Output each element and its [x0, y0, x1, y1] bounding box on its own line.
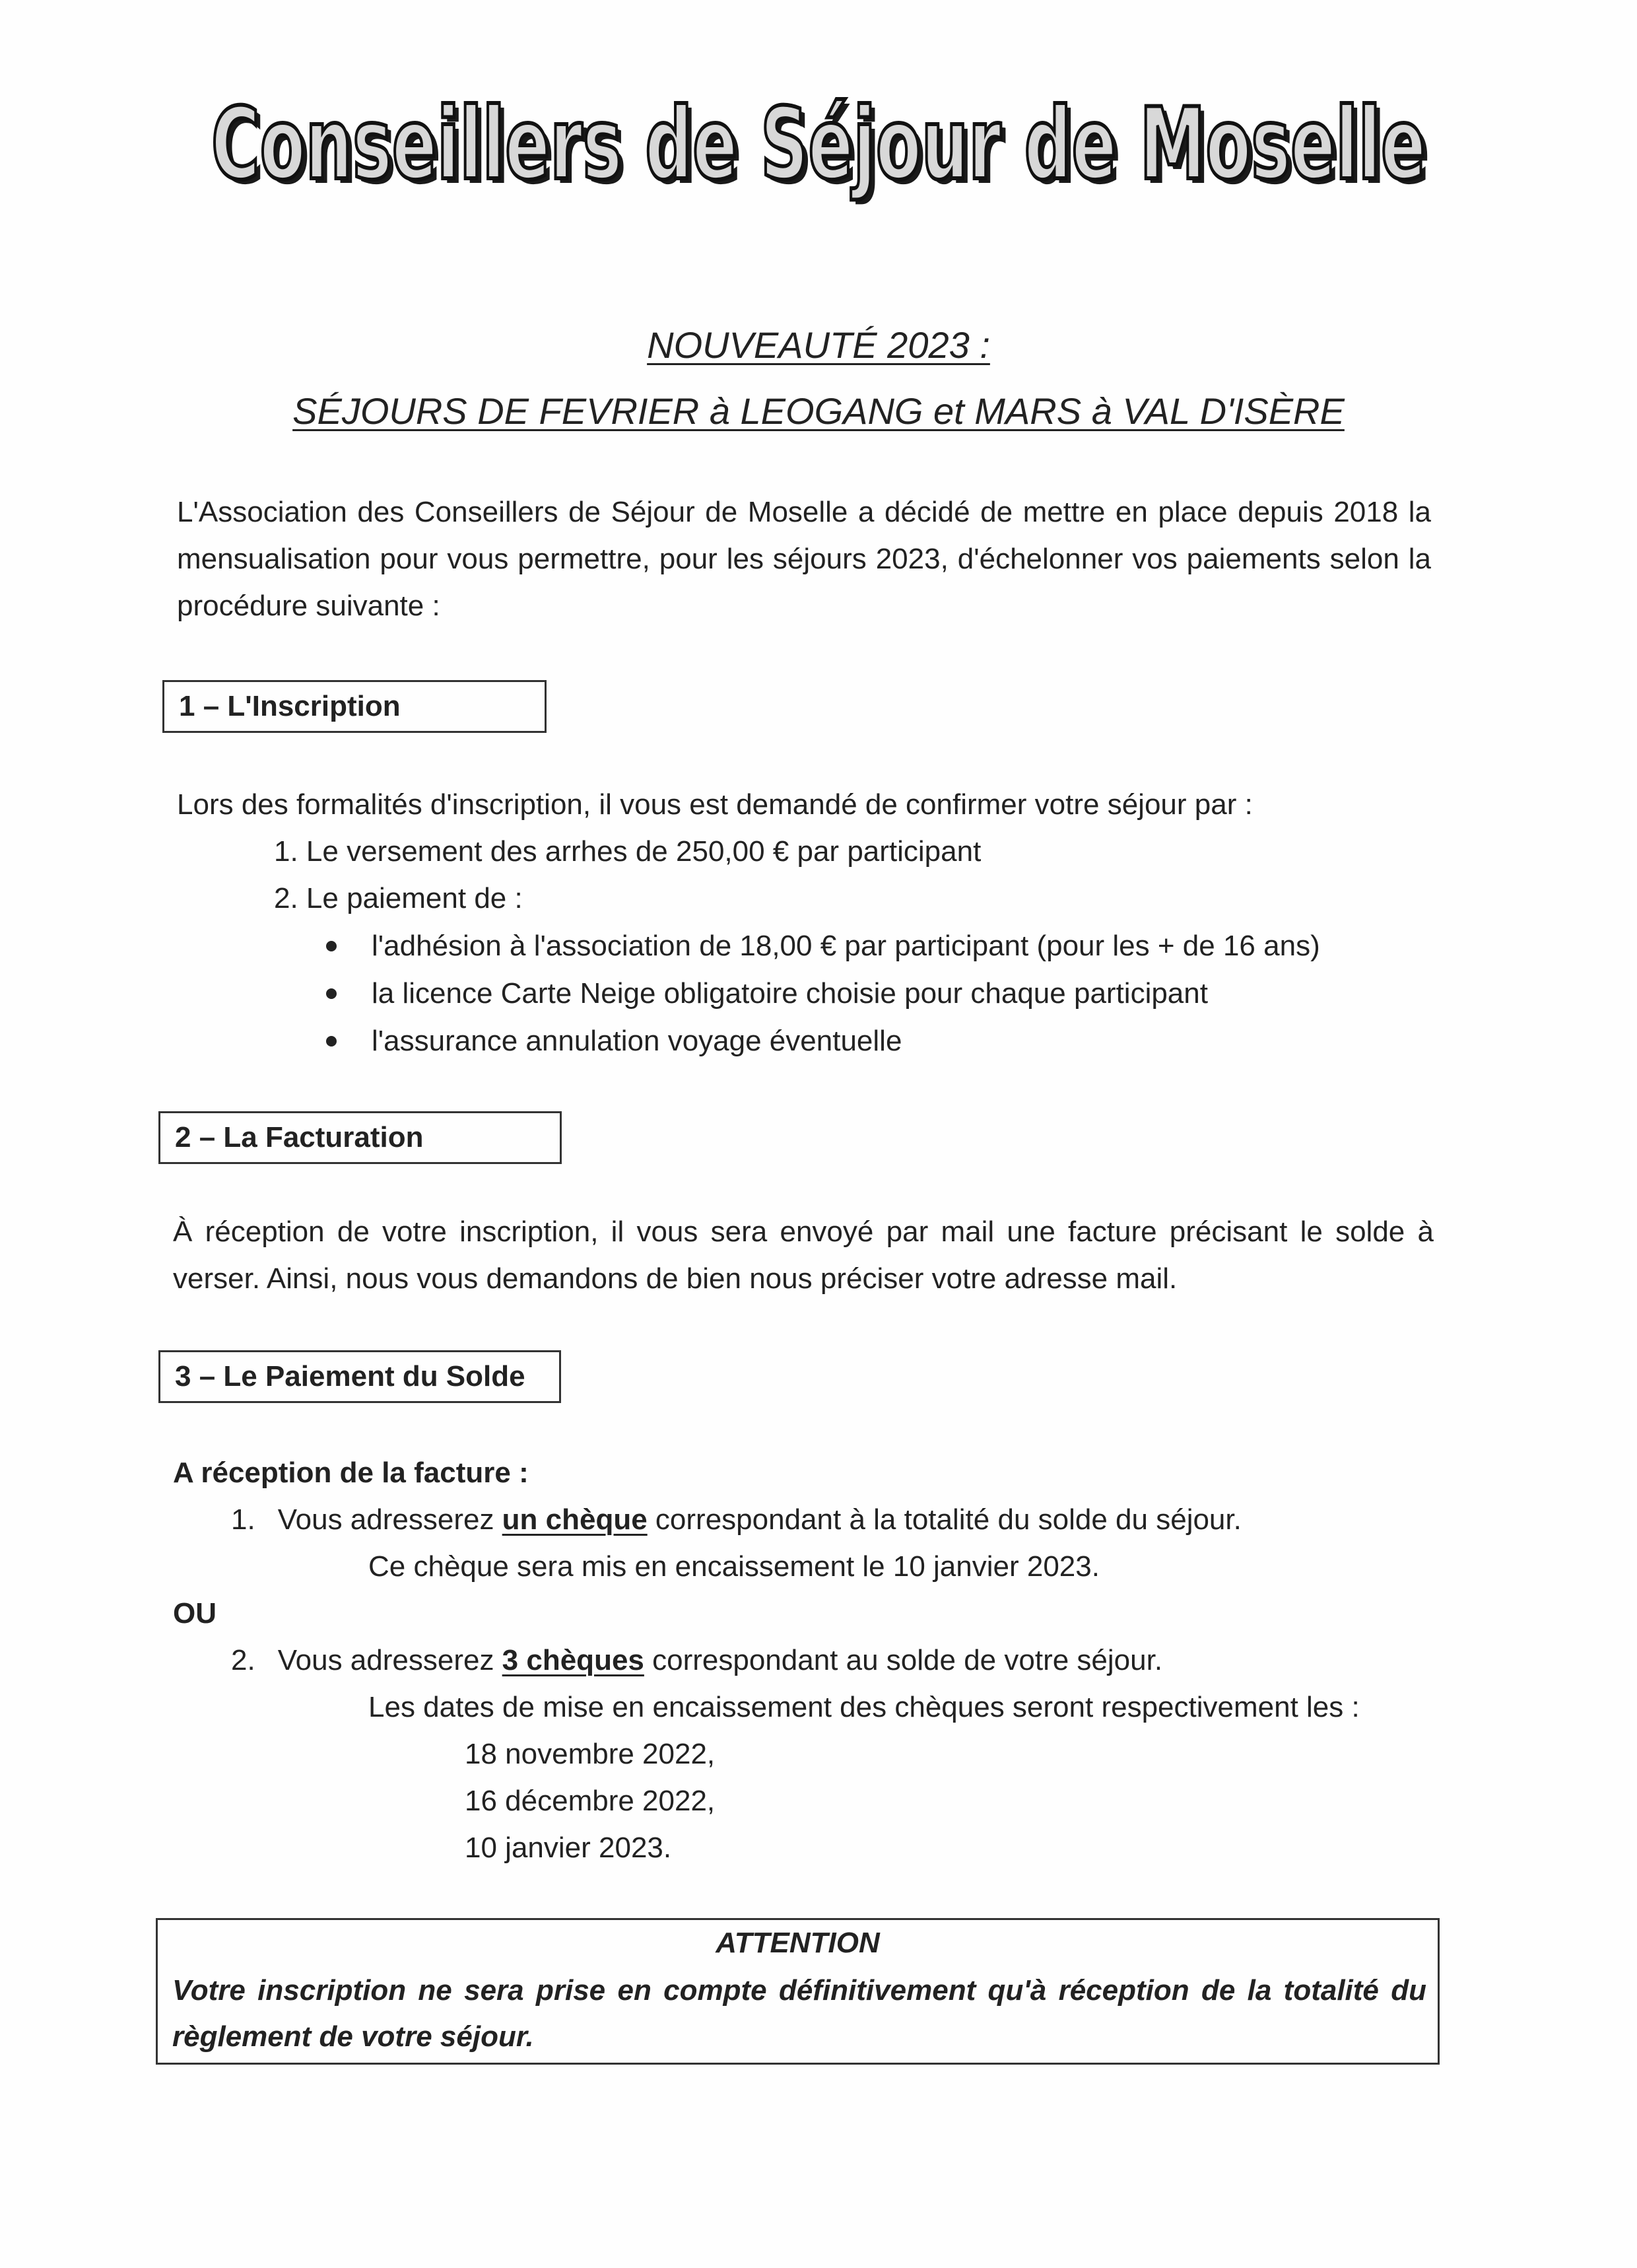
option-1-line — [231, 1496, 1242, 1543]
option-2-pre: Vous adresserez — [277, 1644, 502, 1676]
section-1-bullet-3: l'assurance annulation voyage éventuelle — [372, 1025, 902, 1057]
banner-title — [198, 79, 1439, 207]
heading-line-2: SÉJOURS DE FEVRIER à LEOGANG et MARS à VAL D'ISÈRE — [292, 390, 1345, 432]
option-2-emphasis: 3 chèques — [502, 1644, 644, 1676]
bullet-dot — [326, 988, 337, 999]
check-date-2: 16 décembre 2022, — [465, 1785, 716, 1817]
heading-line-1: NOUVEAUTÉ 2023 : — [647, 324, 990, 366]
attention-title: ATTENTION — [716, 1927, 880, 1959]
attention-box — [156, 1918, 1440, 2065]
attention-text: Votre inscription ne sera prise en compte définitivement qu'à réception de la totalité du règlement de votre séjour. — [172, 1974, 1426, 2053]
option-1-post: correspondant à la totalité du solde du séjour. — [647, 1503, 1242, 1536]
bullet-dot — [326, 941, 337, 951]
option-1-number: 1. — [231, 1503, 255, 1536]
section-1-bullet-2: la licence Carte Neige obligatoire choisie pour chaque participant — [372, 977, 1208, 1010]
option-1-pre: Vous adresserez — [277, 1503, 502, 1536]
section-1-item-2: 2. Le paiement de : — [274, 882, 523, 914]
option-2-line — [231, 1637, 1162, 1684]
or-separator: OU — [173, 1597, 217, 1630]
section-3-label: 3 – Le Paiement du Solde — [158, 1350, 561, 1403]
section-1-bullet-1: l'adhésion à l'association de 18,00 € par participant (pour les + de 16 ans) — [372, 930, 1320, 962]
option-2-number: 2. — [231, 1644, 255, 1676]
section-1-label: 1 – L'Inscription — [162, 680, 547, 733]
section-3-subheading: A réception de la facture : — [173, 1457, 529, 1489]
check-date-3: 10 janvier 2023. — [465, 1832, 672, 1864]
check-date-1: 18 novembre 2022, — [465, 1738, 716, 1770]
section-2-text: À réception de votre inscription, il vous sera envoyé par mail une facture précisant le solde à verser. Ainsi, nous vous demandons de bien nous préciser votre adresse mail. — [173, 1216, 1434, 1295]
intro-paragraph: L'Association des Conseillers de Séjour de Moselle a décidé de mettre en place depuis 2018 la mensualisation pour vous permettre, pour les séjours 2023, d'échelonner vos paiements selon la procédure suivante : — [177, 496, 1431, 622]
option-2-note: Les dates de mise en encaissement des chèques seront respectivement les : — [368, 1691, 1360, 1723]
section-2-label: 2 – La Facturation — [158, 1111, 562, 1164]
banner-title-text: Conseillers de Séjour de Moselle — [211, 87, 1426, 202]
option-1-emphasis: un chèque — [502, 1503, 648, 1536]
section-1-item-1: 1. Le versement des arrhes de 250,00 € par participant — [274, 835, 982, 868]
bullet-dot — [326, 1036, 337, 1047]
option-2-post: correspondant au solde de votre séjour. — [644, 1644, 1163, 1676]
option-1-note: Ce chèque sera mis en encaissement le 10 janvier 2023. — [368, 1550, 1100, 1583]
banner-title-shadow: Conseillers de Séjour de Moselle — [216, 92, 1430, 207]
section-1-text: Lors des formalités d'inscription, il vous est demandé de confirmer votre séjour par : — [177, 788, 1253, 821]
